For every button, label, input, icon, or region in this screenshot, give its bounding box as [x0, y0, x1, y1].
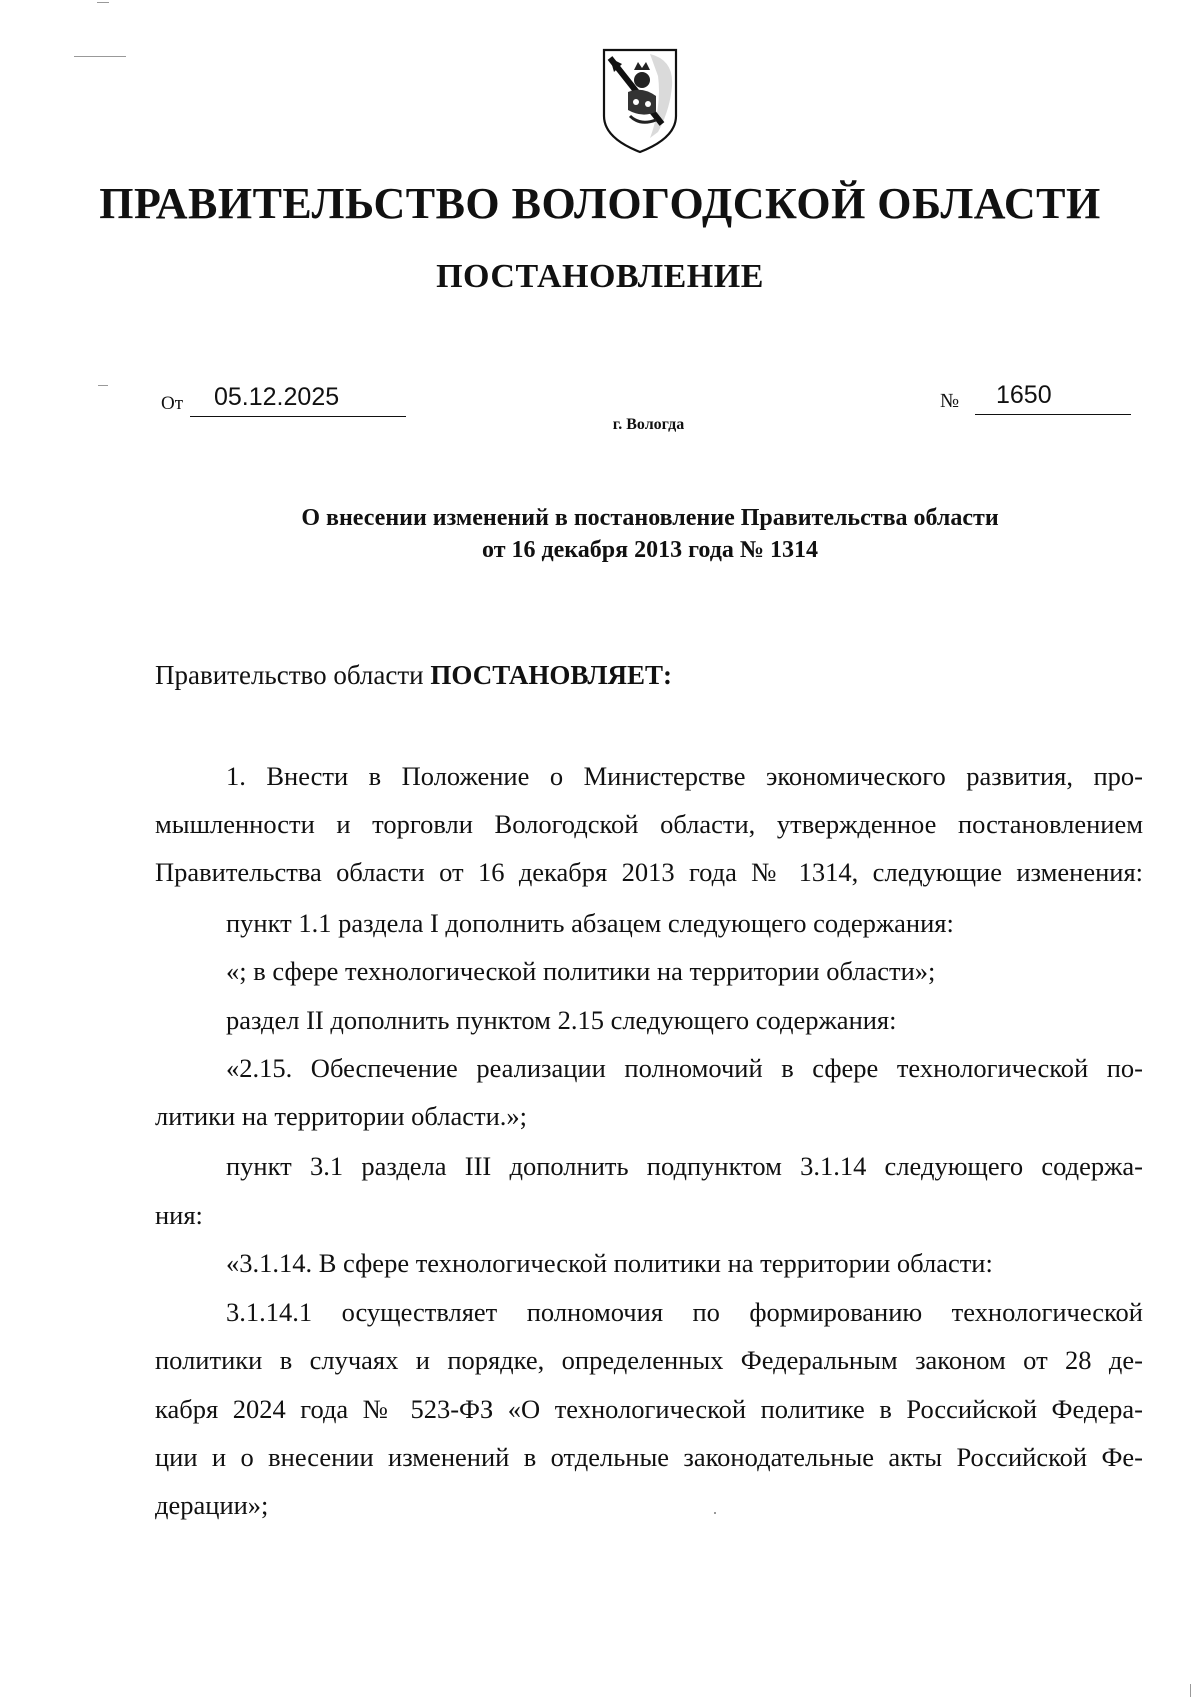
- body-line: дерации»;: [155, 1490, 269, 1520]
- body-line: литики на территории области.»;: [155, 1101, 527, 1131]
- subject-line-2: от 16 декабря 2013 года № 1314: [482, 537, 818, 563]
- coat-of-arms-icon: [600, 46, 680, 156]
- body-line: политики в случаях и порядке, определенных Федеральным законом от 28 де-: [155, 1345, 1143, 1375]
- body-line: мышленности и торговли Вологодской области, утвержденное постановлением: [155, 809, 1143, 839]
- scan-artifact: [98, 385, 108, 386]
- body-line: «2.15. Обеспечение реализации полномочий в сфере технологической по-: [226, 1053, 1143, 1083]
- preamble-emphasis: ПОСТАНОВЛЯЕТ:: [430, 660, 672, 690]
- body-line: пункт 1.1 раздела I дополнить абзацем следующего содержания:: [226, 908, 954, 938]
- body-line: кабря 2024 года № 523-ФЗ «О технологической политике в Российской Федера-: [155, 1394, 1143, 1424]
- subject-line-1: О внесении изменений в постановление Правительства области: [301, 505, 999, 531]
- scan-artifact: [714, 1512, 716, 1514]
- scan-artifact: [1190, 1684, 1191, 1697]
- body-line: ции и о внесении изменений в отдельные законодательные акты Российской Фе-: [155, 1442, 1143, 1472]
- body-line: «3.1.14. В сфере технологической политики на территории области:: [226, 1248, 993, 1278]
- body-line: Правительства области от 16 декабря 2013 года № 1314, следующие изменения:: [155, 857, 1143, 887]
- body-line: 3.1.14.1 осуществляет полномочия по формированию технологической: [226, 1297, 1143, 1327]
- scan-artifact: [74, 56, 126, 57]
- preamble: [155, 660, 672, 691]
- document-subject: [200, 502, 1100, 566]
- scan-artifact: [97, 2, 109, 3]
- government-title: ПРАВИТЕЛЬСТВО ВОЛОГОДСКОЙ ОБЛАСТИ: [99, 179, 1101, 228]
- preamble-text: Правительство области: [155, 660, 431, 690]
- body-line: раздел II дополнить пунктом 2.15 следующего содержания:: [226, 1005, 897, 1035]
- document-date: 05.12.2025: [214, 383, 340, 411]
- city-label: г. Вологда: [612, 416, 685, 433]
- body-line: 1. Внести в Положение о Министерстве экономического развития, про-: [226, 761, 1143, 791]
- date-prefix: От: [161, 393, 184, 414]
- document-number: 1650: [996, 381, 1052, 409]
- number-prefix: №: [940, 390, 960, 412]
- document-type: ПОСТАНОВЛЕНИЕ: [436, 258, 764, 295]
- body-line: пункт 3.1 раздела III дополнить подпунктом 3.1.14 следующего содержа-: [226, 1151, 1143, 1181]
- body-line: ния:: [155, 1200, 203, 1230]
- body-line: «; в сфере технологической политики на территории области»;: [226, 956, 936, 986]
